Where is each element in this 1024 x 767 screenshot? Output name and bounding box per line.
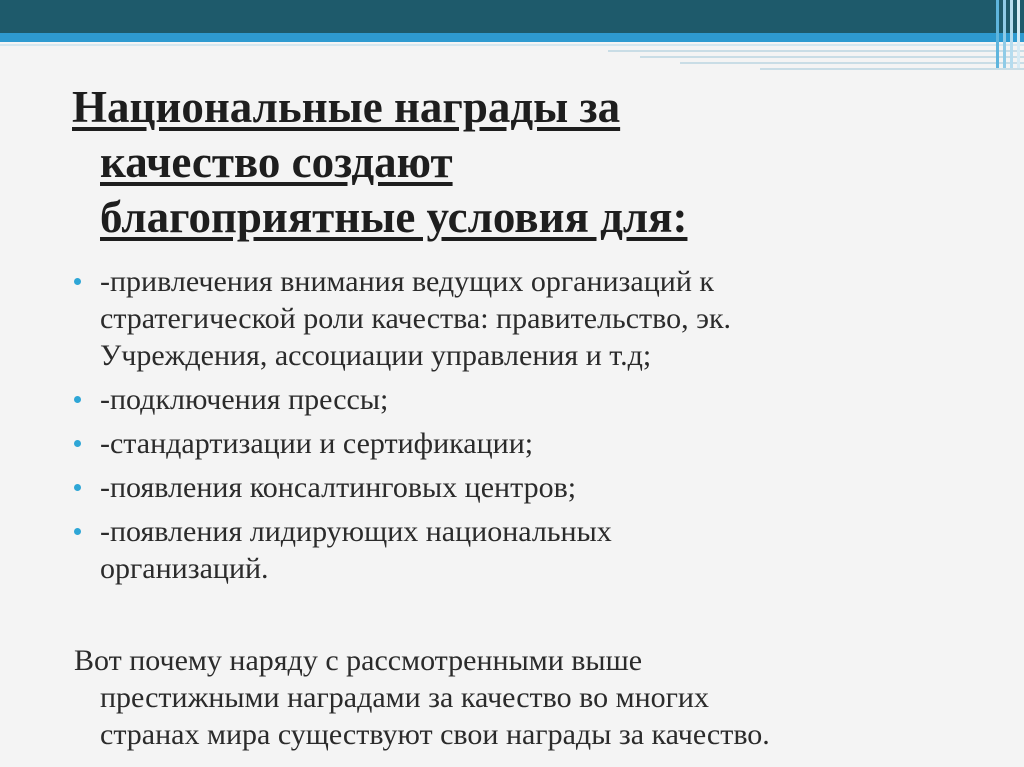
header-vertical-stripe [996,0,999,68]
header-vertical-stripe [1017,0,1020,68]
header-vertical-stripe [1003,0,1006,68]
title-line: качество создают [100,137,453,187]
bullet-line: стратегической роли качества: правительство, эк. [100,302,732,335]
header-vertical-stripe [1010,0,1013,68]
bullet-line: -стандартизации и сертификации; [100,427,534,460]
title-line: Национальные награды за [72,82,621,132]
conclusion-line: странах мира существуют свои награды за качество. [100,718,770,751]
list-item [74,469,974,506]
header-decoration [0,0,1024,78]
header-stripe [640,56,1024,58]
slide-title [72,80,972,245]
header-stripe [608,50,1024,52]
conclusion-paragraph [74,642,974,753]
bullet-line: организаций. [100,552,269,585]
list-item [74,425,974,462]
conclusion-line: Вот почему наряду с рассмотренными выше [74,644,643,677]
bullet-line: -появления лидирующих национальных [100,515,612,548]
bullet-line: -появления консалтинговых центров; [100,471,577,504]
header-band-thin [0,44,1024,46]
bullet-line: -привлечения внимания ведущих организаций к [100,265,714,298]
header-stripe [680,62,1024,64]
conclusion-line: престижными наградами за качество во многих [100,681,709,714]
bullet-dot-icon [74,484,81,491]
bullet-dot-icon [74,278,81,285]
bullet-dot-icon [74,528,81,535]
bullet-line: -подключения прессы; [100,383,389,416]
bullet-line: Учреждения, ассоциации управления и т.д; [100,339,652,372]
list-item [74,263,974,374]
list-item [74,513,974,587]
header-band-light [0,33,1024,42]
list-item [74,381,974,418]
bullet-dot-icon [74,440,81,447]
bullet-list [74,263,974,594]
title-line: благоприятные условия для: [100,192,688,242]
header-stripe [760,68,1024,70]
bullet-dot-icon [74,396,81,403]
header-band-dark [0,0,1024,33]
